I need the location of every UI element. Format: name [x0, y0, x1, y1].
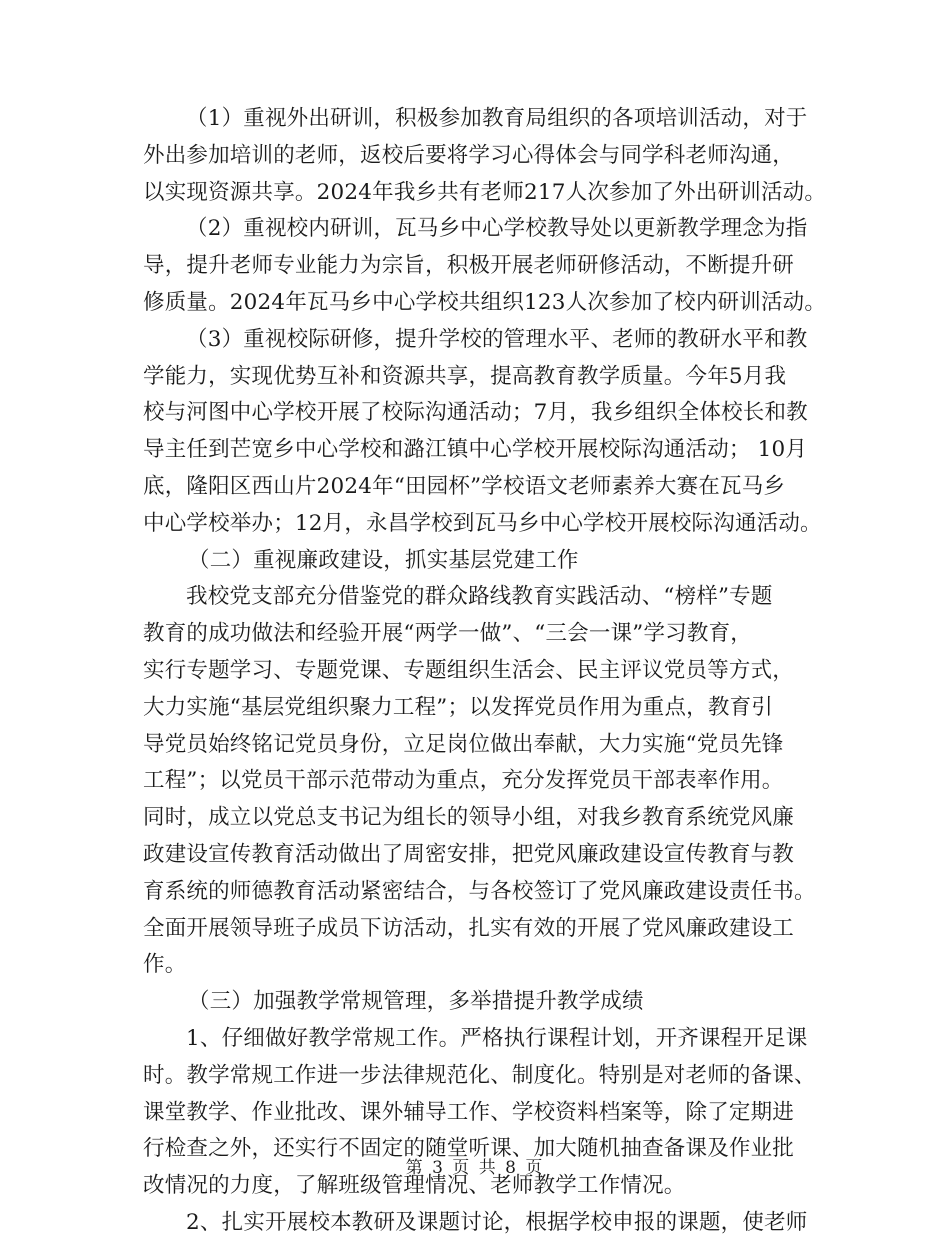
document-body	[143, 101, 827, 1242]
text-line: 时。教学常规工作进一步法律规范化、制度化。特别是对老师的备课、	[143, 1062, 816, 1088]
text-line: 以实现资源共享。2024年我乡共有老师217人次参加了外出研训活动。	[143, 179, 827, 205]
text-line: 同时，成立以党总支书记为组长的领导小组，对我乡教育系统党风廉	[143, 805, 795, 831]
text-line: 修质量。2024年瓦马乡中心学校共组织123人次参加了校内研训活动。	[143, 289, 827, 315]
text-line: 2、扎实开展校本教研及课题讨论，根据学校申报的课题，使老师	[186, 1209, 808, 1235]
section-heading: （三）加强教学常规管理，多举措提升教学成绩	[188, 989, 644, 1015]
text-line: 大力实施“基层党组织聚力工程”；以发挥党员作用为重点，教育引	[143, 694, 773, 720]
text-line: 教育的成功做法和经验开展“两学一做”、“三会一课”学习教育，	[143, 621, 752, 647]
text-line: 导，提升老师专业能力为宗旨，积极开展老师研修活动，不断提升研	[143, 253, 795, 279]
text-line: 行检查之外，还实行不固定的随堂听课、加大随机抽查备课及作业批	[143, 1136, 795, 1162]
text-line: 中心学校举办；12月，永昌学校到瓦马乡中心学校开展校际沟通活动。	[143, 510, 822, 536]
text-line: 我校党支部充分借鉴党的群众路线教育实践活动、“榜样”专题	[186, 584, 773, 610]
text-line: 工程”；以党员干部示范带动为重点，充分发挥党员干部表率作用。	[143, 768, 784, 794]
text-line: 政建设宣传教育活动做出了周密安排，把党风廉政建设宣传教育与教	[143, 841, 795, 867]
text-line: 导主任到芒宽乡中心学校和潞江镇中心学校开展校际沟通活动； 10月	[143, 437, 808, 463]
text-line: （2）重视校内研训，瓦马乡中心学校教导处以更新教学理念为指	[186, 216, 808, 242]
text-line: 1、仔细做好教学常规工作。严格执行课程计划，开齐课程开足课	[186, 1025, 808, 1051]
text-line: 作。	[143, 952, 187, 978]
text-line: 实行专题学习、专题党课、专题组织生活会、民主评议党员等方式，	[143, 657, 795, 683]
text-line: 导党员始终铭记党员身份，立足岗位做出奉献，大力实施“党员先锋	[143, 731, 784, 757]
page-number-footer: 第 3 页 共 8 页	[405, 1158, 545, 1178]
text-line: 课堂教学、作业批改、课外辅导工作、学校资料档案等，除了定期进	[143, 1099, 795, 1125]
section-heading: （二）重视廉政建设，抓实基层党建工作	[188, 547, 579, 573]
text-line: （3）重视校际研修，提升学校的管理水平、老师的教研水平和教	[186, 326, 808, 352]
text-line: 育系统的师德教育活动紧密结合，与各校签订了党风廉政建设责任书。	[143, 878, 816, 904]
text-line: 校与河图中心学校开展了校际沟通活动；7月，我乡组织全体校长和教	[143, 400, 808, 426]
text-line: （1）重视外出研训，积极参加教育局组织的各项培训活动，对于	[186, 106, 808, 131]
text-line: 外出参加培训的老师，返校后要将学习心得体会与同学科老师沟通，	[143, 142, 795, 168]
text-line: 全面开展领导班子成员下访活动，扎实有效的开展了党风廉政建设工	[143, 915, 795, 941]
text-line: 改情况的力度，了解班级管理情况、老师教学工作情况。	[143, 1173, 686, 1199]
text-line: 学能力，实现优势互补和资源共享，提高教育教学质量。今年5月我	[143, 363, 787, 389]
text-line: 底，隆阳区西山片2024年“田园杯”学校语文老师素养大赛在瓦马乡	[143, 473, 786, 499]
